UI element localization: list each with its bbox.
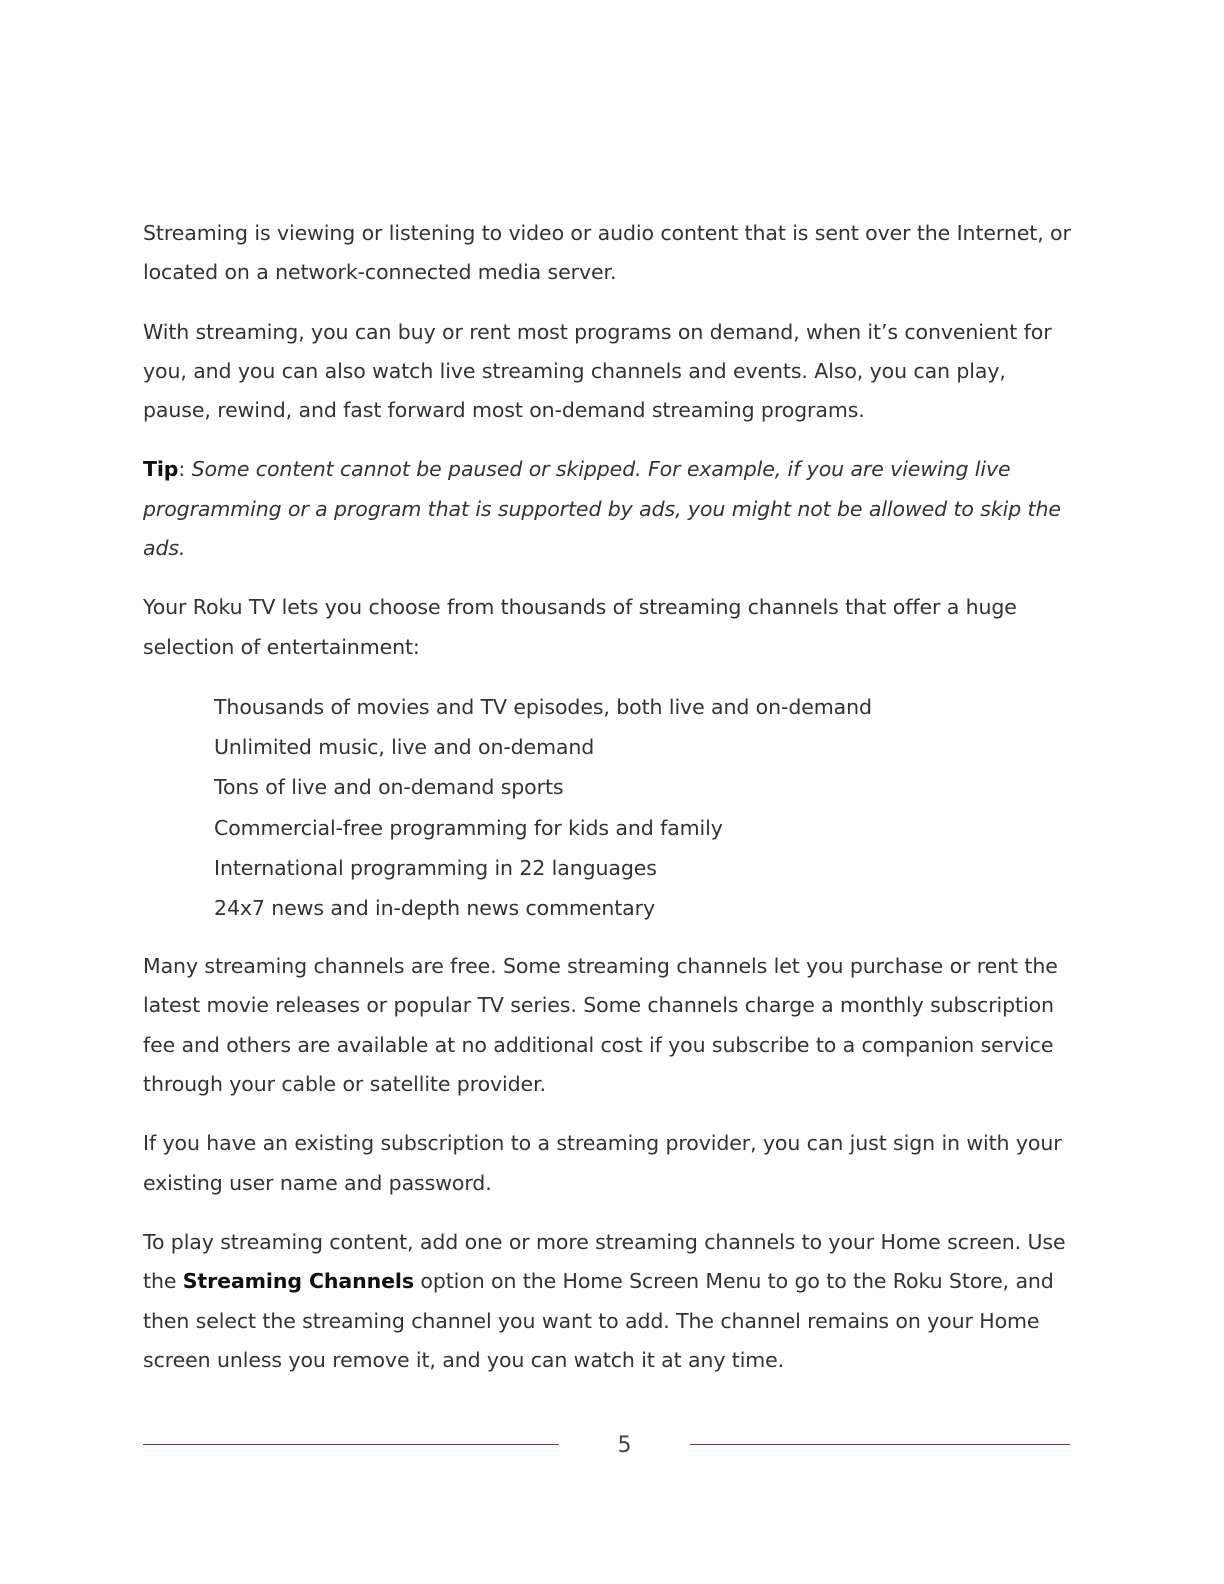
on-demand-paragraph: With streaming, you can buy or rent most programs on demand, when it’s convenient for you, and you can also watch live streaming channels and events. Also, you can play, pause, rewind, and fast forward most on-demand streaming programs. (143, 319, 1052, 423)
footer-rule-left (143, 1444, 559, 1445)
play-text-start: To play streaming content, add one or more streaming channels to your Home screen. Use the (143, 1229, 1066, 1294)
free-channels-paragraph: Many streaming channels are free. Some streaming channels let you purchase or rent the latest movie releases or popular TV series. Some channels charge a monthly subscription fee and others are available at no additional cost if you subscribe to a companion service through your cable or satellite provider. (143, 954, 1058, 1097)
existing-subscription-paragraph: If you have an existing subscription to a streaming provider, you can just sign in with your existing user name and password. (143, 1131, 1062, 1195)
list-item: Unlimited music, live and on-demand (214, 735, 595, 760)
tip-text: Some content cannot be paused or skipped. For example, if you are viewing live programming or a program that is supported by ads, you might not be allowed to skip the ads. (143, 457, 1061, 561)
streaming-channels-term: Streaming Channels (182, 1269, 414, 1294)
page-body (143, 214, 1078, 1400)
entertainment-list (143, 687, 1078, 928)
list-item: Thousands of movies and TV episodes, both live and on-demand (214, 694, 872, 719)
play-text-end: option on the Home Screen Menu to go to the Roku Store, and then select the streaming channel you want to add. The channel remains on your Home screen unless you remove it, and you can watch it at any time. (143, 1269, 1054, 1372)
intro-paragraph: Streaming is viewing or listening to video or audio content that is sent over the Internet, or located on a network-connected media server. (143, 221, 1071, 285)
list-item: International programming in 22 languages (214, 855, 657, 880)
tip-label: Tip (143, 457, 179, 482)
page-footer (143, 1428, 1070, 1464)
tip-separator: : (178, 457, 192, 482)
tip-paragraph (143, 450, 1078, 568)
list-item: Commercial-free programming for kids and family (214, 815, 723, 840)
play-content-paragraph (143, 1223, 1078, 1380)
footer-rule-right (690, 1444, 1070, 1445)
list-item: 24x7 news and in-depth news commentary (214, 895, 655, 920)
list-item: Tons of live and on-demand sports (214, 775, 564, 800)
page-number: 5 (617, 1433, 632, 1458)
choose-intro-paragraph: Your Roku TV lets you choose from thousands of streaming channels that offer a huge selection of entertainment: (143, 595, 1017, 659)
